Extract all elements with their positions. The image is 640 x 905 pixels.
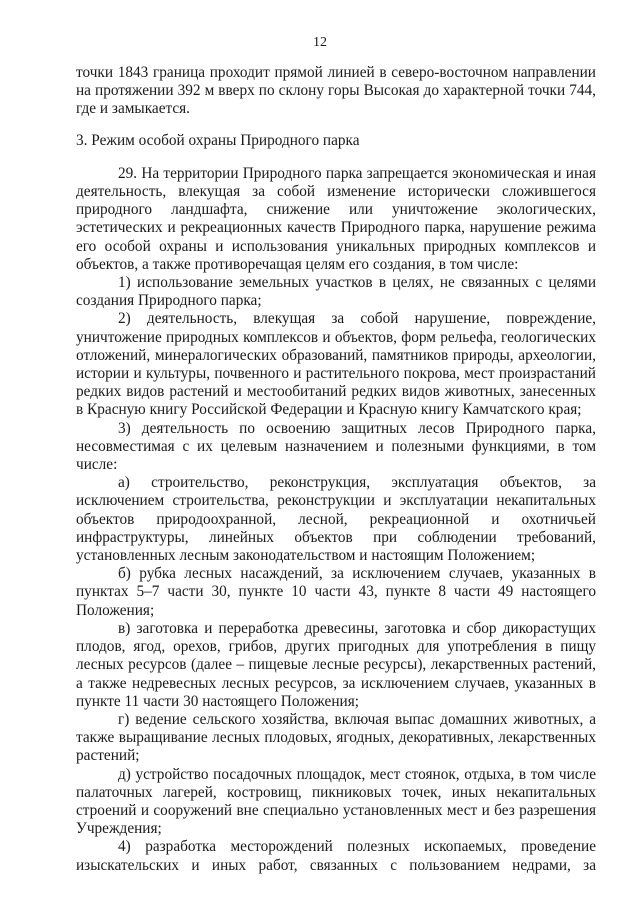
item-3b: б) рубка лесных насаждений, за исключением случаев, указанных в пунктах 5–7 части 30, пункте 10 части 43, пункте 8 части 49 настоящего Положения; <box>76 565 596 619</box>
item-2: 2) деятельность, влекущая за собой нарушение, повреждение, уничтожение природных комплексов и объектов, форм рельефа, геологических отложений, минералогических образований, памятников природы, археологии, истории и культуры, почвенного и растительного покрова, мест произрастаний редких видов растений и местообитаний редких видов животных, занесенных в Красную книгу Российской Федерации и Красную книгу Камчатского края; <box>76 310 596 419</box>
paragraph-29: 29. На территории Природного парка запрещается экономическая и иная деятельность, влекущая за собой изменение исторически сложившегося природного ландшафта, снижение или уничтожение экологических, эстетических и рекреационных качеств Природного парка, нарушение режима его особой охраны и использования уникальных природных комплексов и объектов, а также противоречащая целям его создания, в том числе: <box>76 164 596 273</box>
section-heading: 3. Режим особой охраны Природного парка <box>76 131 360 149</box>
page-number: 12 <box>313 35 327 50</box>
item-3: 3) деятельность по освоению защитных лесов Природного парка, несовместимая с их целевым назначением и полезными функциями, в том числе: <box>76 419 596 474</box>
item-3d: д) устройство посадочных площадок, мест стоянок, отдыха, в том числе палаточных лагерей, костровищ, пикниковых точек, иных некапитальных строений и сооружений вне специально установленных мест и без разрешения Учреждения; <box>76 765 596 838</box>
item-4: 4) разработка месторождений полезных ископаемых, проведение изыскательских и иных работ, связанных с пользованием недрами, за <box>76 838 596 874</box>
item-1: 1) использование земельных участков в целях, не связанных с целями создания Природного парка; <box>76 274 596 310</box>
lead-paragraph: точки 1843 граница проходит прямой линией в северо-восточном направлении на протяжении 392 м вверх по склону горы Высокая до характерной точки 744, где и замыкается. <box>76 64 596 118</box>
item-3v: в) заготовка и переработка древесины, заготовка и сбор дикорастущих плодов, ягод, орехов, грибов, других пригодных для употребления в пищу лесных ресурсов (далее – пищевые лесные ресурсы), лекарственных растений, а также недревесных лесных ресурсов, за исключением случаев, указанных в пункте 11 части 30 настоящего Положения; <box>76 619 596 710</box>
item-3a: а) строительство, реконструкция, эксплуатация объектов, за исключением строительства, реконструкции и эксплуатации некапитальных объектов природоохранной, лесной, рекреационной и охотничьей инфраструктуры, линейных объектов при соблюдении требований, установленных лесным законодательством и настоящим Положением; <box>76 474 596 565</box>
document-body <box>76 64 596 875</box>
item-3g: г) ведение сельского хозяйства, включая выпас домашних животных, а также выращивание лесных плодовых, ягодных, декоративных, лекарственных растений; <box>76 710 596 765</box>
